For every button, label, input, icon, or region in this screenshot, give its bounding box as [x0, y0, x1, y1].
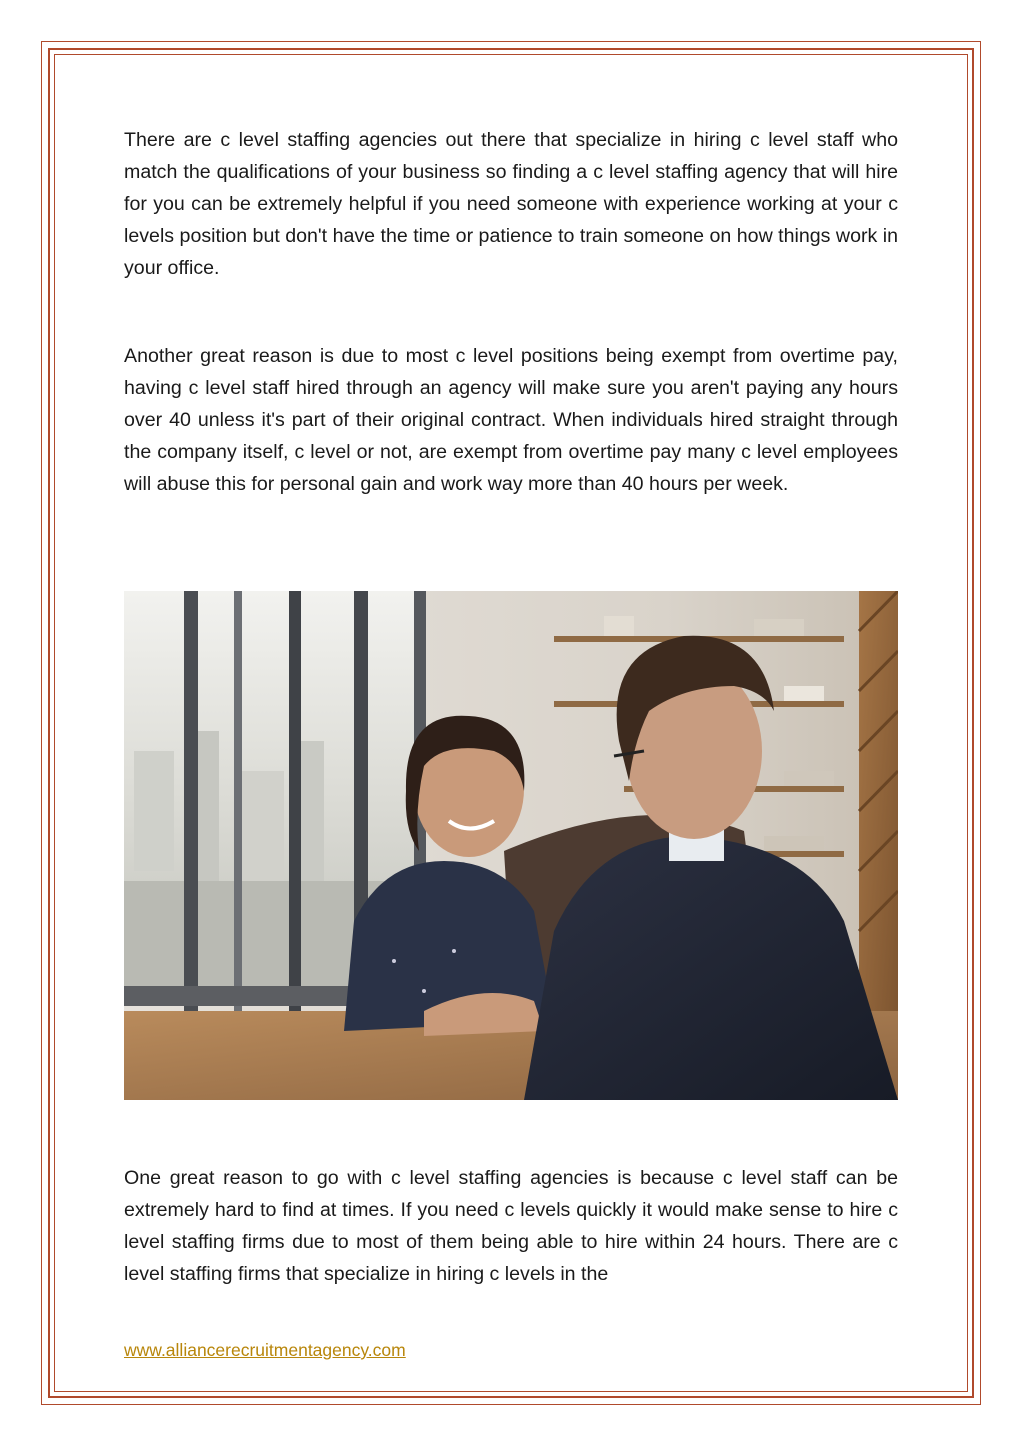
paragraph-2: Another great reason is due to most c level positions being exempt from overtime pay, having c level staff hired through an agency will make sure you aren't paying any hours over 40 unless it's part of their original contract. When individuals hired straight through the company itself, c level or not, are exempt from overtime pay many c level employees will abuse this for personal gain and work way more than 40 hours per week. [124, 345, 898, 495]
office-meeting-photo [124, 591, 898, 1100]
paragraph-3: One great reason to go with c level staffing agencies is because c level staff can be extremely hard to find at times. If you need c levels quickly it would make sense to hire c level staffing firms due to most of them being able to hire within 24 hours. There are c level staffing firms that specialize in hiring c levels in the [124, 1167, 898, 1285]
footer-website-link[interactable]: www.alliancerecruitmentagency.com [124, 1340, 406, 1360]
paragraph-1: There are c level staffing agencies out there that specialize in hiring c level staff who match the qualifications of your business so finding a c level staffing agency that will hire for you can be extremely helpful if you need someone with experience working at your c levels position but don't have the time or patience to train someone on how things work in your office. [124, 129, 898, 279]
